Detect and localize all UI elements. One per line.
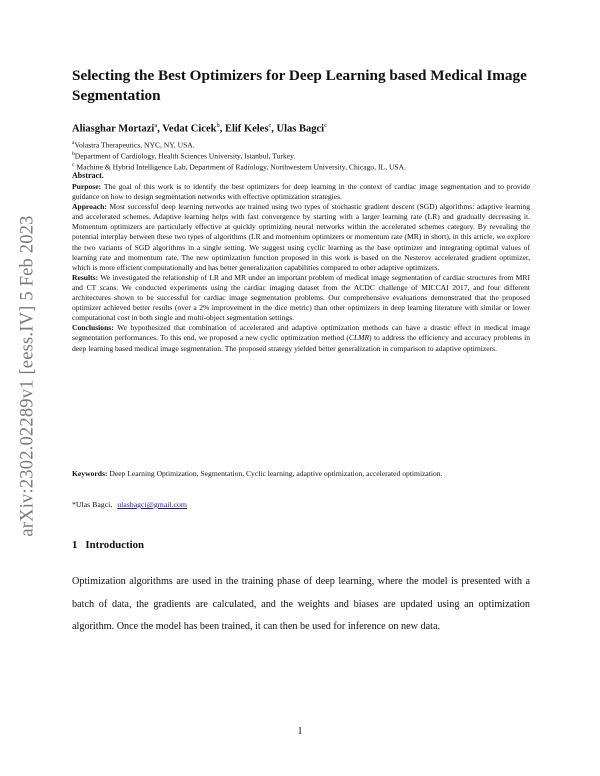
author-name: Ulas Bagci (276, 123, 325, 135)
abstract-body (72, 182, 530, 354)
affiliation-line (72, 160, 532, 173)
purpose-label: Purpose: (72, 182, 102, 191)
section-number: 1 (72, 539, 78, 551)
approach-label: Approach: (72, 202, 107, 212)
keywords-text: Deep Learning Optimization, Segmentation, Cyclic learning, adaptive optimization, accelerated optimization. (107, 469, 443, 478)
author-name: Elif Keles (224, 123, 269, 135)
results-text: We investigated the relationship of LR and MR under an important problem of medical image segmentation of cardiac structures from MRI and CT scans. We conducted experiments using the cardiac imaging dataset from the ACDC challenge of MICCAI 2017, and four different architectures shown to be successful for cardiac image segmentation problems. Our comprehensive evaluations demonstrated that the proposed optimizer achieved better results (over a 2% improvement in the dice metric) than other optimizers in deep learning literature with similar or lower computational cost in both single and multi-object segmentation settings. (72, 272, 530, 323)
arxiv-identifier-stamp (16, 196, 40, 556)
author-affiliation-mark: b (216, 122, 220, 129)
intro-paragraph: Optimization algorithms are used in the training phase of deep learning, where the model is presented with a batch of data, the gradients are calculated, and the weights and biases are updated using an optimization algorithm. Once the model has been trained, it can then be used for inference on new data. (72, 576, 530, 633)
results-label: Results: (72, 272, 99, 282)
conclusions-text-a: We hypothesized that combination of accelerated and adaptive optimization methods can have a drastic effect in medical image segmentation performances. To this end, we proposed a new cyclic optimization method ( (72, 323, 530, 343)
corresponding-name: *Ulas Bagci, (72, 500, 113, 509)
author-name: Aliasghar Mortazi (72, 123, 155, 135)
affiliation-text: Machine & Hybrid Intelligence Lab, Department of Radiology, Northwestern University, Chicago, IL, USA. (74, 162, 407, 172)
author-affiliation-mark: a (154, 122, 158, 129)
email-link[interactable]: ulasbagci@gmail.com (117, 500, 187, 509)
affiliation-mark: c (72, 162, 75, 168)
section-title: Introduction (85, 539, 145, 551)
abstract-results (72, 273, 530, 323)
abstract-heading: Abstract. (72, 171, 104, 180)
affiliation-text: Volastra Therapeutics, NYC, NY, USA. (74, 140, 195, 150)
approach-text: Most successful deep learning networks are trained using two types of stochastic gradient descent (SGD) algorithms: adaptive learning and accelerated schemes. Adaptive learning helps with fast convergence by starting with a larger learning rate (LR) and gradually decreasing it. Momentum optimizers are particularly effective at quickly optimizing neural networks within the accelerated schemes category. By revealing the potential interplay between these two types of algorithms (LR and momentum optimizers or momentum rate (MR) in short), in this article, we explore the two variants of SGD algorithms in a single setting. We suggest using cyclic learning as the base optimizer and integrating optimal values of learning rate and momentum rate. The new optimization function proposed in this work is based on the Nesterov accelerated gradient optimizer, which is more efficient computationally and has better generalization capabilities compared to other adaptive optimizers. (72, 202, 530, 272)
author-name: Vedat Cicek (162, 123, 217, 135)
conclusions-text-b: ) to address the efficiency and accuracy problems in deep learning based medical image segmentation. The proposed strategy yielded better generalization in comparison to adaptive optimizers. (72, 333, 530, 353)
author-list (72, 122, 532, 135)
affiliation-text: Department of Cardiology, Health Sciences University, Istanbul, Turkey. (74, 151, 296, 161)
author-affiliation-mark: c (324, 122, 327, 129)
keywords (72, 467, 530, 481)
abstract-approach (72, 202, 530, 273)
paper-title: Selecting the Best Optimizers for Deep Learning based Medical Image Segmentation (72, 67, 527, 104)
abstract-purpose (72, 182, 530, 202)
author-affiliation-mark: c (268, 122, 272, 129)
affiliation-mark: b (72, 151, 75, 157)
method-name: CLMR (348, 333, 370, 343)
keywords-label: Keywords: (72, 469, 108, 478)
conclusions-label: Conclusions: (72, 323, 114, 333)
page-number: 1 (297, 726, 303, 737)
purpose-text: The goal of this work is to identify the best optimizers for deep learning in the context of cardiac image segmentation and to provide guidance on how to design segmentation networks with effective optimization strategies. (72, 182, 530, 202)
author-separator: , (271, 123, 277, 135)
affiliation-mark: a (72, 140, 75, 146)
author-separator: , (157, 123, 163, 135)
abstract-conclusions (72, 323, 530, 353)
corresponding-author (72, 500, 187, 509)
arxiv-stamp-text: arXiv:2302.02289v1 [eess.IV] 5 Feb 2023 (17, 215, 38, 537)
author-separator: , (219, 123, 225, 135)
section-heading (72, 539, 144, 551)
